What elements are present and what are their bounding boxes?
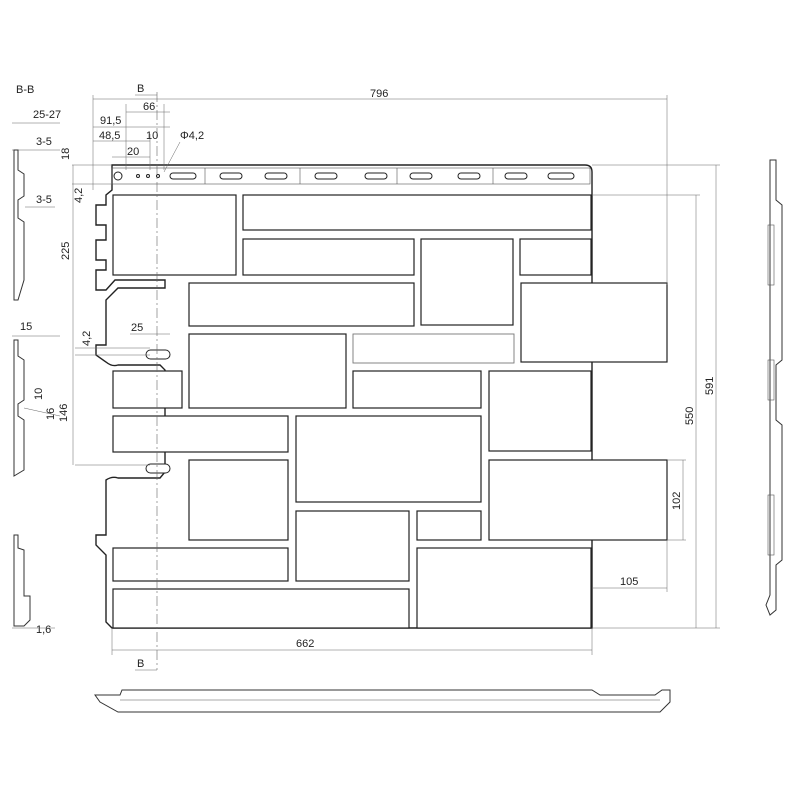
nail-hole <box>147 175 150 178</box>
nail-slot <box>410 173 432 179</box>
stone <box>417 548 591 628</box>
stone <box>489 460 667 540</box>
sec-dim-10: 10 <box>33 387 45 400</box>
dim-102: 102 <box>671 491 683 510</box>
sec-dim-25-27: 25-27 <box>33 109 62 121</box>
sec-dim-16: 16 <box>45 407 57 420</box>
sec-dim-15: 15 <box>20 321 33 333</box>
stone <box>353 371 481 408</box>
stone <box>421 239 513 325</box>
side-slot <box>146 464 170 473</box>
nail-slot <box>548 173 574 179</box>
sec-dim-1-6: 1,6 <box>36 624 52 636</box>
stone <box>113 548 288 581</box>
dim-18: 18 <box>60 147 72 160</box>
nail-slot <box>315 173 337 179</box>
bottom-profile-outline <box>95 690 670 712</box>
section-profile-bottom <box>14 535 30 626</box>
cut-label-top: B <box>137 83 145 95</box>
nail-hole <box>114 172 122 180</box>
section-profile-top <box>14 150 24 300</box>
nail-slot <box>365 173 387 179</box>
section-title: B-B <box>16 84 35 96</box>
stone <box>521 283 667 362</box>
sec-dim-3-5-a: 3-5 <box>36 136 52 148</box>
dim-91-5: 91,5 <box>100 115 122 127</box>
stone <box>296 416 481 502</box>
sec-dim-3-5-b: 3-5 <box>36 194 52 206</box>
dim-hole: Φ4,2 <box>180 130 205 142</box>
sec-dim-146: 146 <box>58 403 70 422</box>
nail-hole <box>137 175 140 178</box>
stone <box>353 334 514 363</box>
dim-48-5: 48,5 <box>99 130 121 142</box>
bottom-profile <box>95 690 670 712</box>
nail-slot <box>505 173 527 179</box>
dim-662: 662 <box>296 638 315 650</box>
dim-796: 796 <box>370 88 389 100</box>
stone <box>113 195 236 275</box>
cut-label-bottom: B <box>137 658 145 670</box>
stone <box>520 239 591 275</box>
stone <box>189 460 288 540</box>
stone <box>243 195 591 230</box>
stone <box>296 511 409 581</box>
side-slot <box>146 350 170 359</box>
stone <box>489 371 591 451</box>
stone <box>189 334 346 408</box>
dim-225: 225 <box>60 241 72 260</box>
nail-slot <box>170 173 196 179</box>
dim-591: 591 <box>704 376 716 395</box>
dim-550: 550 <box>684 406 696 425</box>
section-view-b-b <box>12 84 70 636</box>
stone <box>113 416 288 452</box>
dim-4-2-mid: 4,2 <box>81 330 93 346</box>
dim-10: 10 <box>146 130 159 142</box>
dim-66: 66 <box>143 101 156 113</box>
stone <box>189 283 414 326</box>
nail-slot <box>220 173 242 179</box>
dim-25: 25 <box>131 322 144 334</box>
right-dimensions <box>592 165 720 628</box>
nail-slot <box>458 173 480 179</box>
dim-4-2-top: 4,2 <box>73 187 85 203</box>
stone <box>417 511 481 540</box>
side-profile <box>766 160 782 615</box>
dim-105: 105 <box>620 576 639 588</box>
panel-front-view <box>96 165 667 628</box>
stone <box>243 239 414 275</box>
stone <box>113 371 182 408</box>
dim-20: 20 <box>127 146 140 158</box>
section-profile-mid <box>14 340 24 476</box>
stone <box>113 589 409 628</box>
bottom-dimensions <box>112 628 592 655</box>
nail-slot <box>265 173 287 179</box>
